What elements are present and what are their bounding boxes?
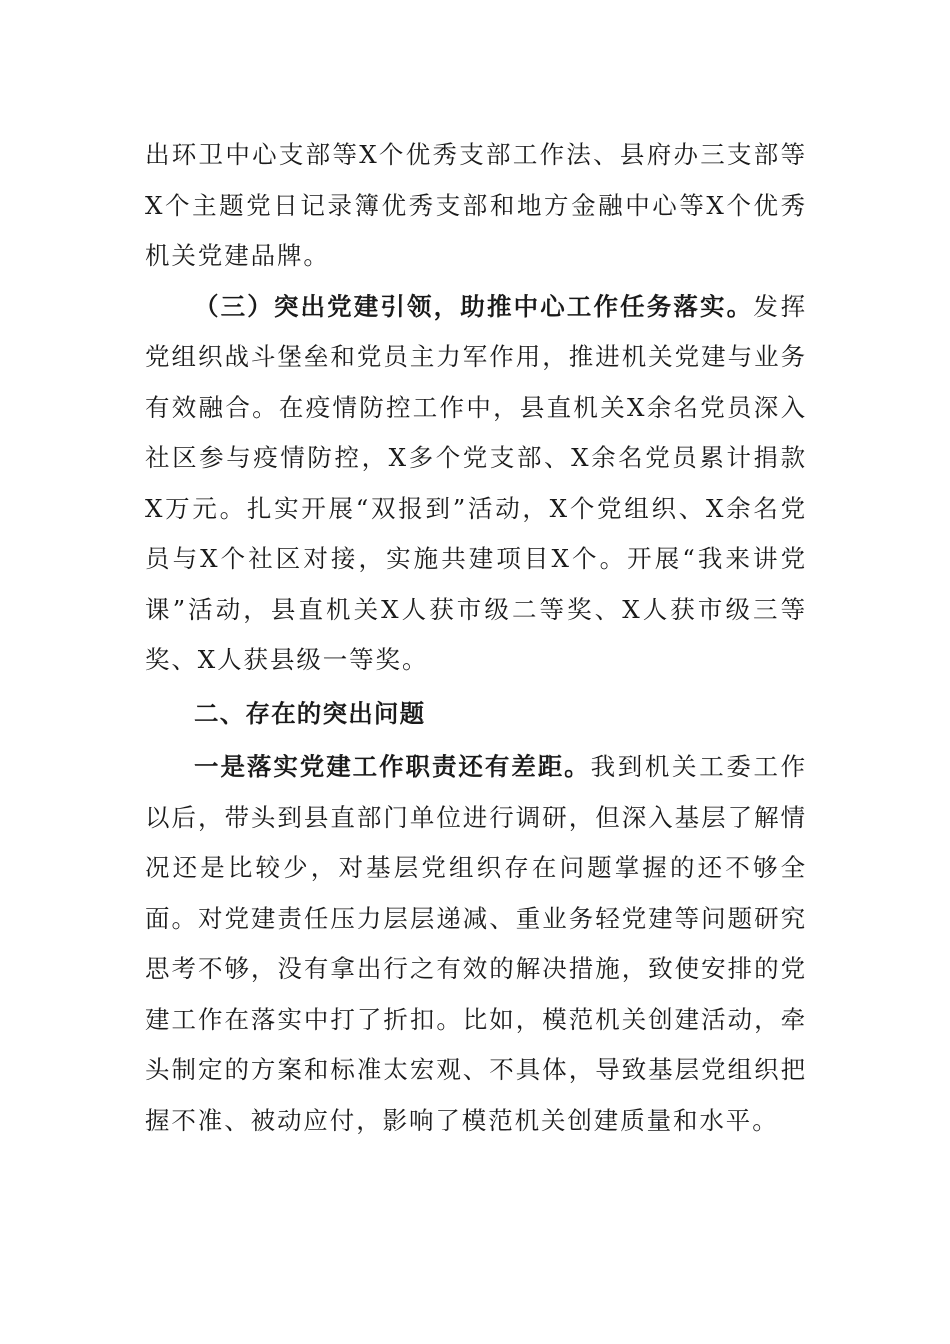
section-three-body: 发挥党组织战斗堡垒和党员主力军作用，推进机关党建与业务有效融合。在疫情防控工作中，县直机关X余名党员深入社区参与疫情防控，X多个党支部、X余名党员累计捐款X万元。扎实开展“双报到”活动，X个党组织、X余名党员与X个社区对接，实施共建项目X个。开展“我来讲党课”活动，县直机关X人获市级二等奖、X人获市级三等奖、X人获县级一等奖。 [145,291,807,674]
section-three-lead: （三）突出党建引领，助推中心工作任务落实。 [194,291,754,321]
paragraph-continuation: 出环卫中心支部等X个优秀支部工作法、县府办三支部等X个主题党日记录簿优秀支部和地方金融中心等X个优秀机关党建品牌。 [145,140,807,270]
paragraph-section-three [145,282,807,686]
paragraph-problem-one [145,742,807,1146]
document-page [145,130,807,1146]
section-heading-problems: 二、存在的突出问题 [194,698,426,728]
problem-one-lead: 一是落实党建工作职责还有差距。 [194,752,591,781]
problem-one-body: 我到机关工委工作以后，带头到县直部门单位进行调研，但深入基层了解情况还是比较少，对基层党组织存在问题掌握的还不够全面。对党建责任压力层层递减、重业务轻党建等问题研究思考不够，没有拿出行之有效的解决措施，致使安排的党建工作在落实中打了折扣。比如，模范机关创建活动，牵头制定的方案和标准太宏观、不具体，导致基层党组织把握不准、被动应付，影响了模范机关创建质量和水平。 [145,752,808,1135]
